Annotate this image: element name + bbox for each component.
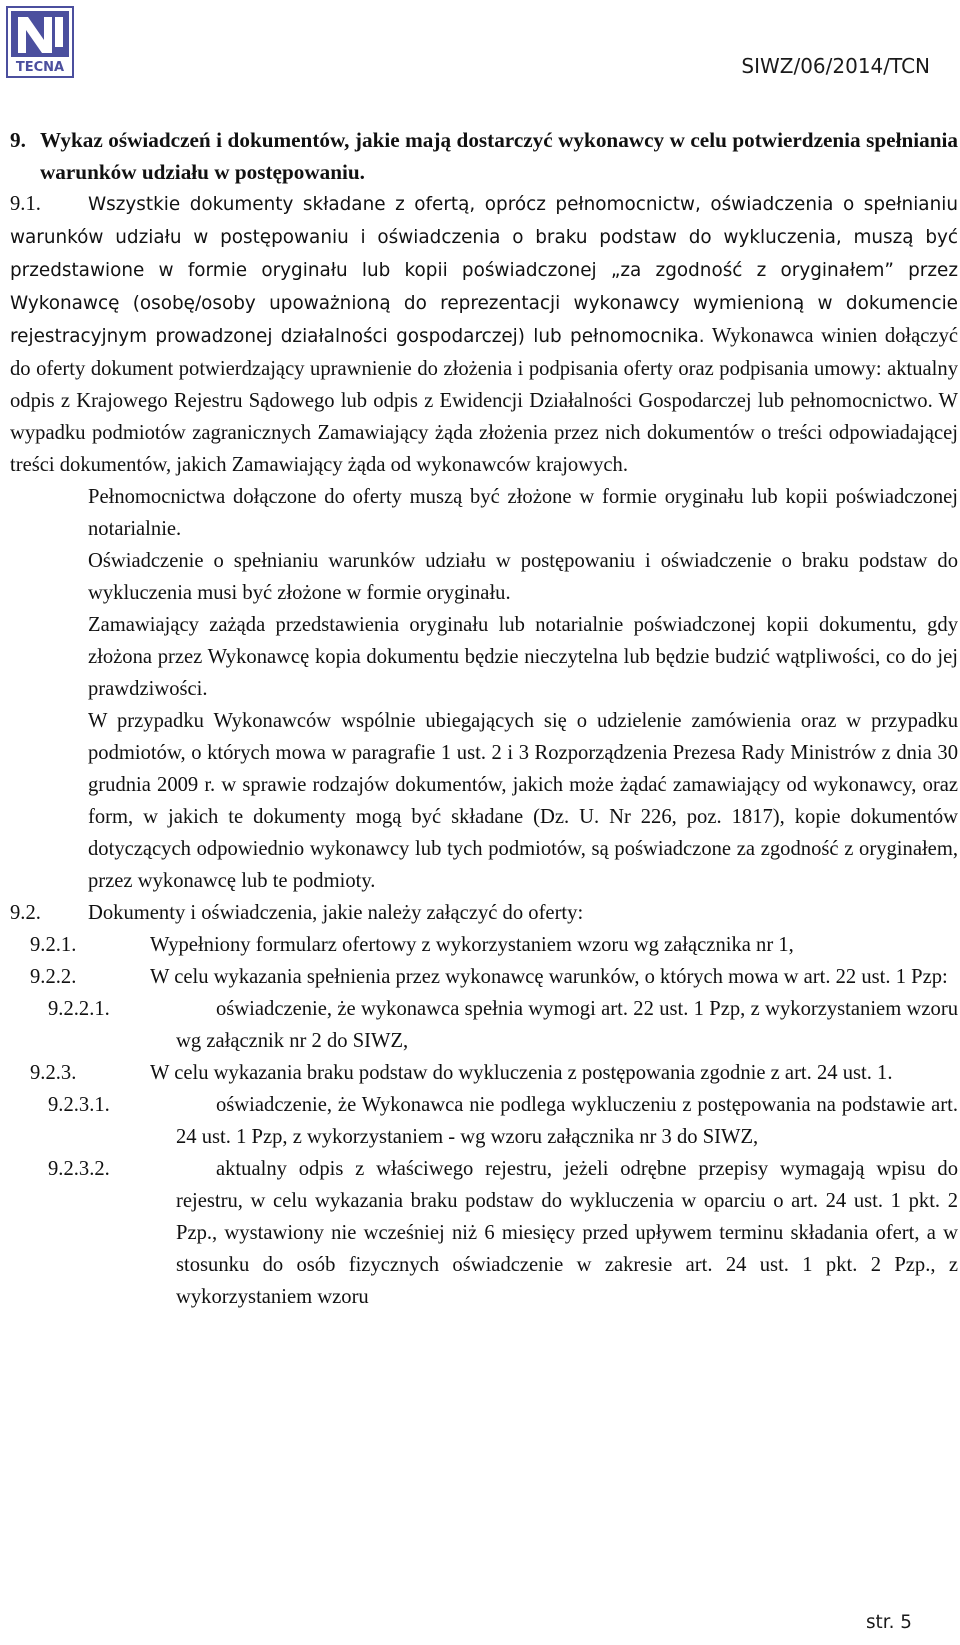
item-text: Wypełniony formularz ofertowy z wykorzystaniem wzoru wg załącznika nr 1,: [150, 934, 794, 956]
paragraph-text: Wykonawca winien dołączyć do oferty dokument potwierdzający uprawnienie do złożenia i podpisania oferty oraz podpisania umowy: aktualny odpis z Krajowego Rejestru Sądowego lub odpis z Ewidencji Działalności Gospodarczej lub pełnomocnictwo. W wypadku podmiotów zagranicznych Zamawiający żąda złożenia przez nich dokumentów o treści odpowiadającej treści dokumentów, jakich Zamawiający żąda od wykonawców krajowych.: [10, 325, 959, 476]
paragraph-statement-form: Oświadczenie o spełnianiu warunków udziału w postępowaniu i oświadczenie o braku podstaw do wykluczenia musi być złożone w formie oryginału.: [88, 550, 958, 604]
item-text: W celu wykazania braku podstaw do wykluczenia z postępowania zgodnie z art. 24 ust. 1.: [150, 1062, 893, 1084]
list-item: [10, 1089, 958, 1153]
item-number: 9.2.3.2.: [48, 1158, 110, 1180]
item-number: 9.2.1.: [30, 934, 77, 956]
list-item: [10, 1057, 958, 1089]
paragraph-number: 9.1.: [10, 193, 41, 215]
company-logo: [6, 6, 74, 78]
list-item: [10, 961, 958, 993]
page-number: str. 5: [865, 1612, 912, 1633]
paragraph-9-2: [10, 897, 958, 929]
paragraph-text: Dokumenty i oświadczenia, jakie należy załączyć do oferty:: [88, 902, 584, 924]
document-body: [10, 124, 958, 1313]
paragraph-power-of-attorney: Pełnomocnictwa dołączone do oferty muszą być złożone w formie oryginału lub kopii poświadczonej notarialnie.: [88, 486, 958, 540]
logo-wordmark: TECNA: [15, 60, 65, 75]
section-title: Wykaz oświadczeń i dokumentów, jakie mają dostarczyć wykonawcy w celu potwierdzenia spełniania warunków udziału w postępowaniu.: [40, 128, 958, 184]
section-heading: [10, 124, 958, 188]
item-number: 9.2.3.1.: [48, 1094, 110, 1116]
item-text: W celu wykazania spełnienia przez wykonawcę warunków, o których mowa w art. 22 ust. 1 Pzp:: [150, 966, 948, 988]
section-number: 9.: [10, 128, 26, 152]
item-text: oświadczenie, że Wykonawca nie podlega wykluczeniu z postępowania na podstawie art. 24 ust. 1 Pzp, z wykorzystaniem - wg wzoru załącznika nr 3 do SIWZ,: [176, 1094, 958, 1148]
item-text: aktualny odpis z właściwego rejestru, jeżeli odrębne przepisy wymagają wpisu do rejestru, w celu wykazania braku podstaw do wykluczenia w oparciu o art. 24 ust. 1 pkt. 2 Pzp., wystawiony nie wcześniej niż 6 miesięcy przed upływem terminu składania ofert, a w stosunku do osób fizycznych oświadczenie w zakresie art. 24 ust. 1 pkt. 2 Pzp., z wykorzystaniem wzoru: [176, 1158, 958, 1308]
paragraph-original-request: Zamawiający zażąda przedstawienia oryginału lub notarialnie poświadczonej kopii dokumentu, gdy złożona przez Wykonawcę kopia dokumentu będzie nieczytelna lub będzie budzić wątpliwości, co do jej prawdziwości.: [88, 614, 958, 700]
document-reference: SIWZ/06/2014/TCN: [741, 54, 930, 78]
item-number: 9.2.2.1.: [48, 998, 110, 1020]
paragraph-text-sans: Wszystkie dokumenty składane z ofertą, oprócz pełnomocnictw, oświadczenia o spełnianiu warunków udziału w postępowaniu i oświadczenia o braku podstaw do wykluczenia, muszą być przedstawione w formie oryginału lub kopii poświadczonej „za zgodność z oryginałem” przez Wykonawcę (osobę/osoby upoważnioną do reprezentacji wykonawcy wymienioną w dokumencie rejestracyjnym prowadzonej działalności gospodarczej) lub pełnomocnika.: [10, 194, 958, 347]
list-item: [10, 929, 958, 961]
paragraph-9-1: [10, 188, 958, 481]
paragraph-joint-contractors: W przypadku Wykonawców wspólnie ubiegających się o udzielenie zamówienia oraz w przypadku podmiotów, o których mowa w paragrafie 1 ust. 2 i 3 Rozporządzenia Prezesa Rady Ministrów z dnia 30 grudnia 2009 r. w sprawie rodzajów dokumentów, jakich może żądać zamawiający od wykonawcy, oraz form, w jakich te dokumenty mogą być składane (Dz. U. Nr 226, poz. 1817), kopie dokumentów dotyczących odpowiednio wykonawcy lub tych podmiotów, są poświadczone za zgodność z oryginałem, przez wykonawcę lub te podmioty.: [88, 710, 958, 892]
item-number: 9.2.2.: [30, 966, 77, 988]
list-item: [10, 1153, 958, 1313]
list-item: [10, 993, 958, 1057]
item-text: oświadczenie, że wykonawca spełnia wymogi art. 22 ust. 1 Pzp, z wykorzystaniem wzoru wg załącznik nr 2 do SIWZ,: [176, 998, 958, 1052]
item-number: 9.2.3.: [30, 1062, 77, 1084]
paragraph-number: 9.2.: [10, 902, 41, 924]
